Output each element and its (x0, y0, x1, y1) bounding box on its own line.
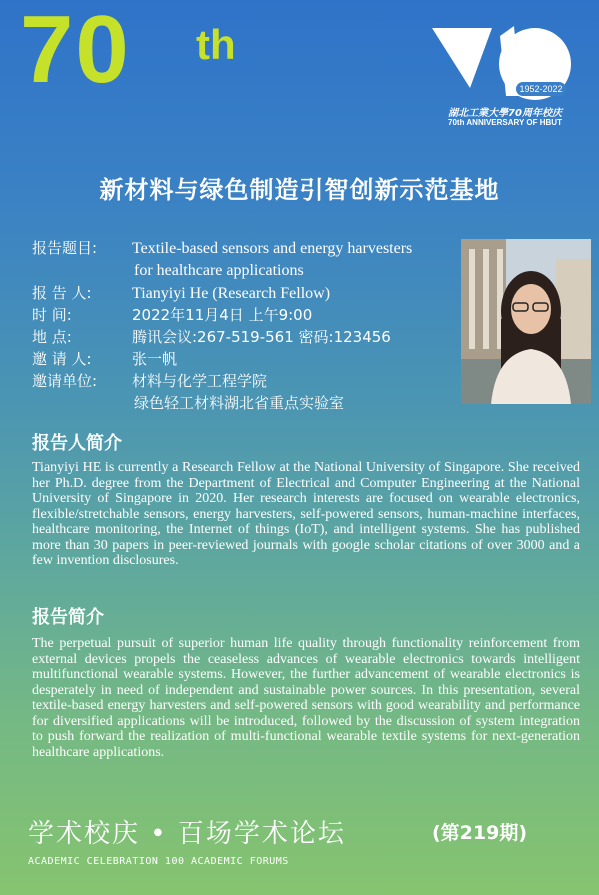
topic-label: 报告题目: (32, 239, 98, 257)
unit-row (32, 371, 267, 392)
topic-row (32, 238, 412, 259)
speaker-label: 报 告 人: (32, 284, 92, 302)
speaker-row (32, 283, 330, 304)
inviter-value: 张一帆 (132, 350, 178, 368)
speaker-value: Tianyiyi He (Research Fellow) (132, 285, 331, 302)
inviter-label: 邀 请 人: (32, 350, 92, 368)
inviter-row (32, 349, 177, 370)
topic-line2: for healthcare applications (134, 262, 304, 279)
topic-line1: Textile-based sensors and energy harvesters (132, 240, 413, 257)
logo-years: 1952-2022 (519, 84, 563, 94)
time-value: 2022年11月4日 上午9:00 (132, 306, 313, 324)
place-label: 地 点: (32, 328, 72, 346)
abstract-heading: 报告简介 (32, 607, 104, 628)
anniversary-number: 70 (20, 0, 131, 103)
issue-number: (第219期) (432, 822, 528, 844)
logo-english-text: 70th ANNIVERSARY OF HBUT (448, 118, 562, 127)
unit-label: 邀请单位: (32, 372, 98, 390)
unit-line2: 绿色轻工材料湖北省重点实验室 (134, 394, 345, 412)
speaker-photo (461, 239, 591, 404)
time-label: 时 间: (32, 306, 72, 324)
forum-series-title: 学术校庆 • 百场学术论坛 (28, 819, 346, 849)
page-title: 新材料与绿色制造引智创新示范基地 (99, 176, 500, 204)
place-row (32, 327, 391, 348)
place-value: 腾讯会议:267-519-561 密码:123456 (132, 328, 391, 346)
forum-series-english: ACADEMIC CELEBRATION 100 ACADEMIC FORUMS (28, 856, 289, 867)
bio-heading: 报告人简介 (32, 433, 122, 454)
abstract-text: The perpetual pursuit of superior human life quality through functionality reinforcement from external devices propels the ceaseless advances of wearable electronics towards intelligent multifunctional wearable systems. However, the further advancement of wearable electronics is desperately in need of independent and sustainable power sources. In this presentation, several textile-based energy harvesters and self-powered sensors with good wearability and performance for diversified applications will be introduced, followed by the discussion of system integration to push forward the realization of multi-functional wearable textile systems for next-generation healthcare applications. (32, 636, 580, 760)
logo-chinese-text: 湖北工業大學70周年校庆 (448, 108, 562, 119)
unit-line1: 材料与化学工程学院 (132, 372, 268, 390)
anniversary-suffix: th (196, 21, 236, 68)
bio-text: Tianyiyi HE is currently a Research Fellow at the National University of Singapore. She received her Ph.D. degree from the Department of Electrical and Computer Engineering at the National University of Singapore in 2020. Her research interests are focused on wearable electronics, flexible/stretchable sensors, energy harvesters, self-powered sensors, human-machine interfaces, healthcare monitoring, the Internet of things (IoT), and intelligent systems. She has published more than 30 papers in peer-reviewed journals with google scholar citations of over 3000 and a few invention disclosures. (32, 460, 580, 568)
time-row (32, 305, 312, 326)
hbut-70-logo (430, 26, 575, 116)
